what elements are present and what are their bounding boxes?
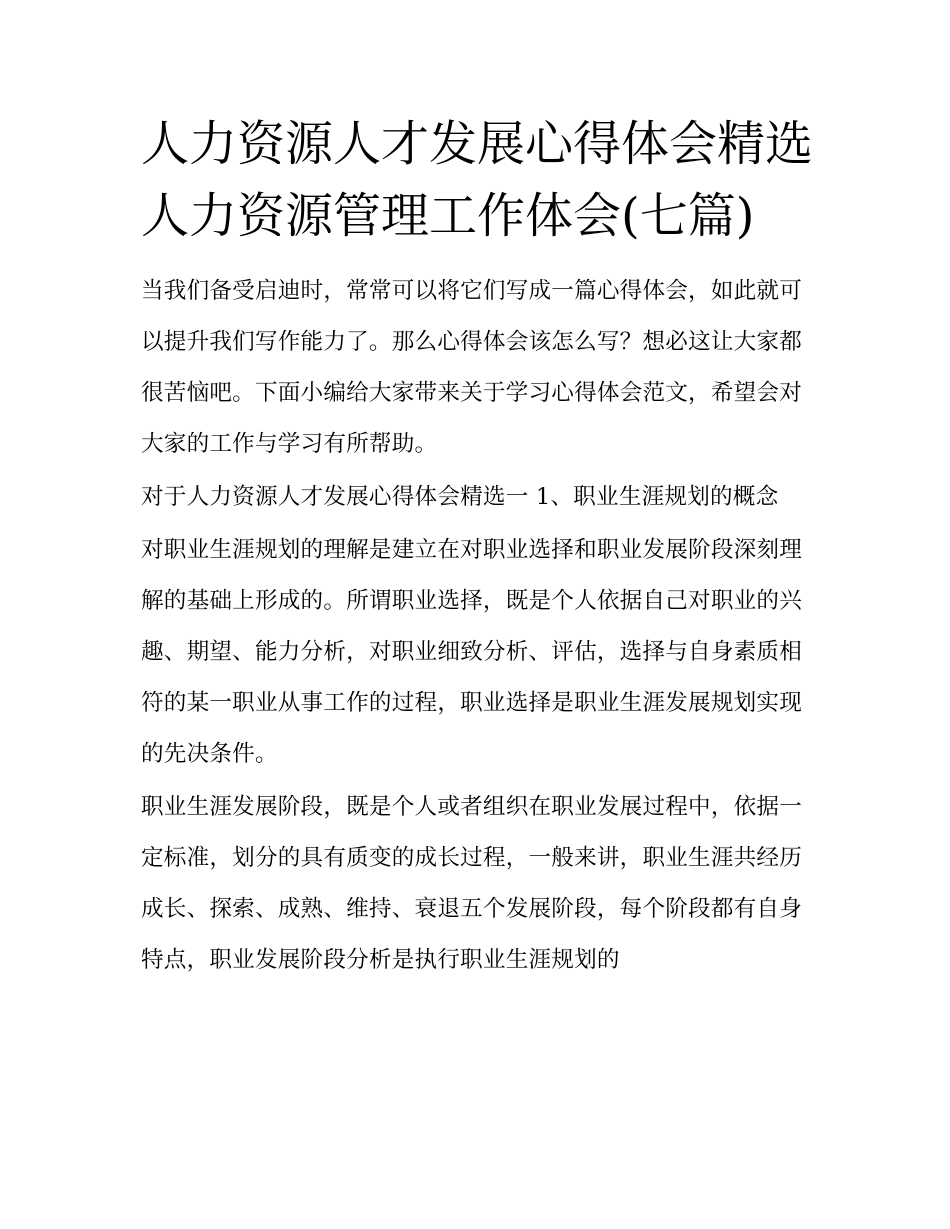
intro-paragraph: 当我们备受启迪时，常常可以将它们写成一篇心得体会，如此就可以提升我们写作能力了。那么心得体会该怎么写？想必这让大家都很苦恼吧。下面小编给大家带来关于学习心得体会范文，希望会对大家的工作与学习有所帮助。: [141, 278, 803, 457]
document-page: [141, 108, 813, 988]
section-heading-paragraph: 对于人力资源人才发展心得体会精选一 1、职业生涯规划的概念: [141, 484, 779, 510]
document-title: 人力资源人才发展心得体会精选 人力资源管理工作体会(七篇): [141, 116, 814, 244]
career-planning-paragraph: 对职业生涯规划的理解是建立在对职业选择和职业发展阶段深刻理解的基础上形成的。所谓职业选择，既是个人依据自己对职业的兴趣、期望、能力分析，对职业细致分析、评估，选择与自身素质相符的某一职业从事工作的过程，职业选择是职业生涯发展规划实现的先决条件。: [141, 537, 803, 767]
career-stages-paragraph: 职业生涯发展阶段，既是个人或者组织在职业发展过程中，依据一定标准，划分的具有质变的成长过程，一般来讲，职业生涯共经历成长、探索、成熟、维持、衰退五个发展阶段，每个阶段都有自身特点，职业发展阶段分析是执行职业生涯规划的: [141, 794, 803, 973]
